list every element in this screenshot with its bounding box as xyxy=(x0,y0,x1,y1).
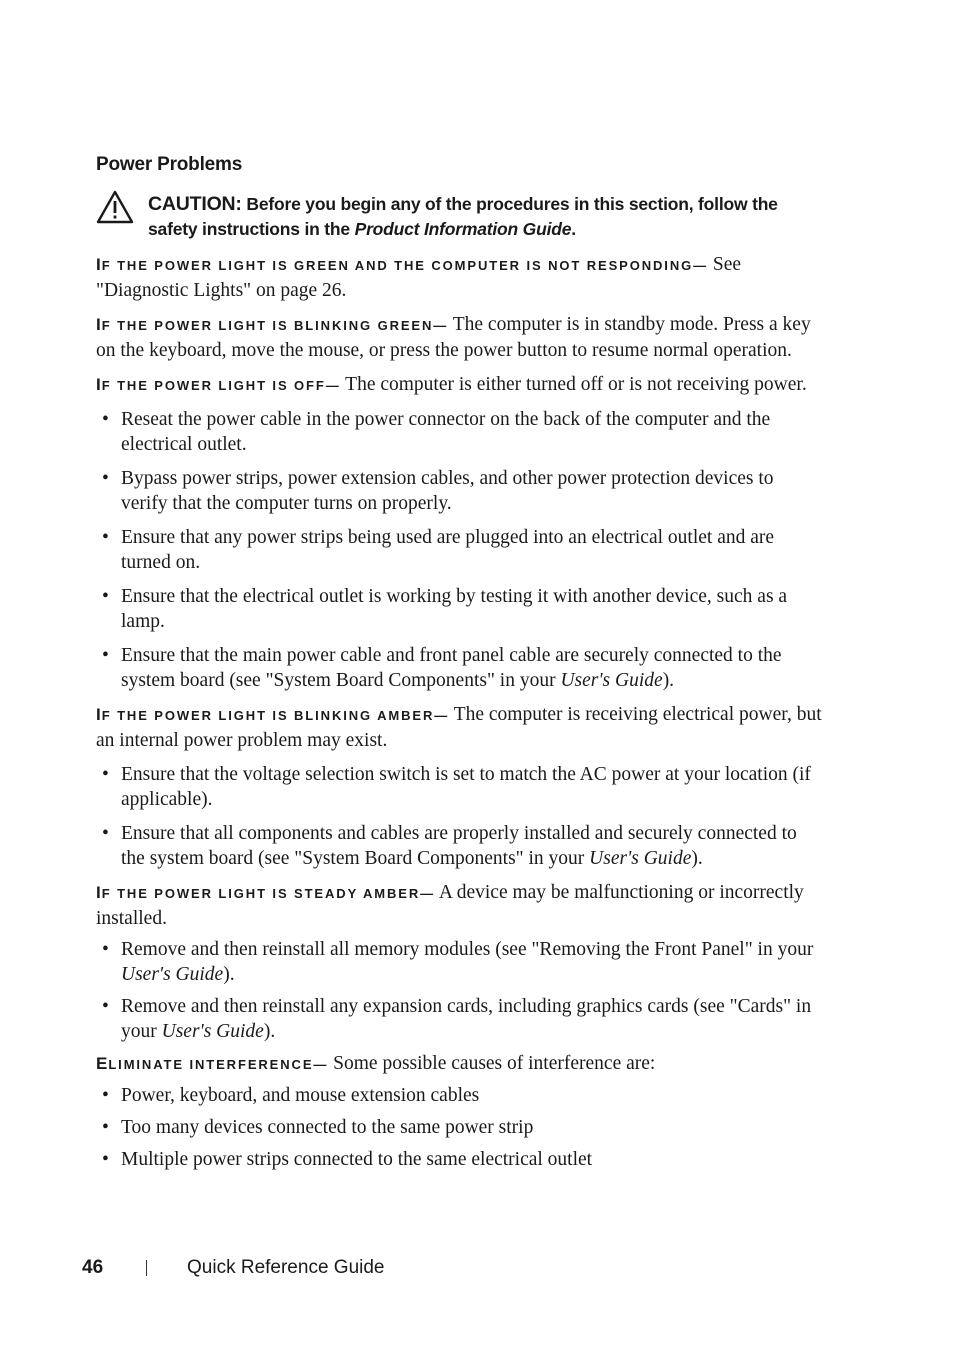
footer-divider xyxy=(146,1260,147,1276)
run-in-heading: IF THE POWER LIGHT IS STEADY AMBER xyxy=(96,883,421,902)
list-item: • Too many devices connected to the same power strip xyxy=(102,1117,534,1138)
paragraph-text: A device may be malfunctioning or incorrectly installed. xyxy=(96,882,804,929)
list-item: • Ensure that the voltage selection switch is set to match the AC power at your location (if applicable). xyxy=(102,764,811,810)
paragraph-text: The computer is receiving electrical power, but an internal power problem may exist. xyxy=(96,704,822,751)
list-item: • Remove and then reinstall any expansion cards, including graphics cards (see "Cards" in your User's Guide). xyxy=(102,996,812,1042)
list-item: • Ensure that the electrical outlet is working by testing it with another device, such as a lamp. xyxy=(102,586,788,632)
list-item: • Ensure that all components and cables are properly installed and securely connected to the system board (see "System Board Components" in your User's Guide). xyxy=(102,823,797,869)
run-in-heading: IF THE POWER LIGHT IS BLINKING AMBER xyxy=(96,705,435,724)
caution-label: CAUTION: xyxy=(148,193,242,215)
document-page xyxy=(96,152,822,1179)
paragraph-text: The computer is either turned off or is not receiving power. xyxy=(345,374,807,395)
guide-title: Quick Reference Guide xyxy=(187,1257,385,1278)
paragraph-light-off: IF THE POWER LIGHT IS OFF— The computer is either turned off or is not receiving power. xyxy=(96,374,807,395)
run-in-heading: ELIMINATE INTERFERENCE xyxy=(96,1054,314,1073)
paragraph-text: The computer is in standby mode. Press a key on the keyboard, move the mouse, or press the power button to resume normal operation. xyxy=(96,314,811,361)
bullet-list-interference xyxy=(96,1083,822,1172)
page-footer xyxy=(82,1255,385,1281)
caution-guide-name: Product Information Guide xyxy=(354,219,572,239)
list-item: • Ensure that any power strips being used are plugged into an electrical outlet and are turned on. xyxy=(102,527,775,573)
list-item: • Ensure that the main power cable and front panel cable are securely connected to the system board (see "System Board Components" in your User's Guide). xyxy=(102,645,782,691)
caution-text: Before you begin any of the procedures in this section, follow the safety instructions in the xyxy=(148,194,778,239)
paragraph-steady-amber: IF THE POWER LIGHT IS STEADY AMBER— A device may be malfunctioning or incorrectly installed. xyxy=(96,882,804,929)
paragraph-green-not-responding: IF THE POWER LIGHT IS GREEN AND THE COMPUTER IS NOT RESPONDING— See "Diagnostic Lights" on page 26. xyxy=(96,254,742,301)
paragraph-text: See "Diagnostic Lights" on page 26. xyxy=(96,254,742,301)
page-number: 46 xyxy=(82,1257,104,1278)
bullet-list-blinking-amber xyxy=(96,762,822,871)
list-item: • Reseat the power cable in the power connector on the back of the computer and the electrical outlet. xyxy=(102,409,771,455)
paragraph-blinking-green: IF THE POWER LIGHT IS BLINKING GREEN— The computer is in standby mode. Press a key on the keyboard, move the mouse, or press the power button to resume normal operation. xyxy=(96,314,811,361)
list-item: • Remove and then reinstall all memory modules (see "Removing the Front Panel" in your User's Guide). xyxy=(102,939,814,985)
run-in-heading: IF THE POWER LIGHT IS BLINKING GREEN xyxy=(96,315,434,334)
caution-notice: CAUTION: Before you begin any of the procedures in this section, follow the safety instructions in the Product Information Guide. xyxy=(96,192,822,242)
run-in-heading: IF THE POWER LIGHT IS GREEN AND THE COMPUTER IS NOT RESPONDING xyxy=(96,255,694,274)
paragraph-blinking-amber: IF THE POWER LIGHT IS BLINKING AMBER— The computer is receiving electrical power, but an internal power problem may exist. xyxy=(96,704,822,751)
bullet-list-steady-amber xyxy=(96,937,822,1044)
list-item: • Bypass power strips, power extension cables, and other power protection devices to verify that the computer turns on properly. xyxy=(102,468,774,514)
list-item: • Power, keyboard, and mouse extension cables xyxy=(102,1085,480,1106)
paragraph-text: Some possible causes of interference are: xyxy=(333,1053,656,1074)
warning-triangle-icon xyxy=(96,190,134,224)
list-item: • Multiple power strips connected to the same electrical outlet xyxy=(102,1149,593,1170)
bullet-list-off xyxy=(96,407,822,693)
section-title: Power Problems xyxy=(96,154,243,175)
run-in-heading: IF THE POWER LIGHT IS OFF xyxy=(96,375,326,394)
paragraph-interference: ELIMINATE INTERFERENCE— Some possible causes of interference are: xyxy=(96,1053,656,1074)
